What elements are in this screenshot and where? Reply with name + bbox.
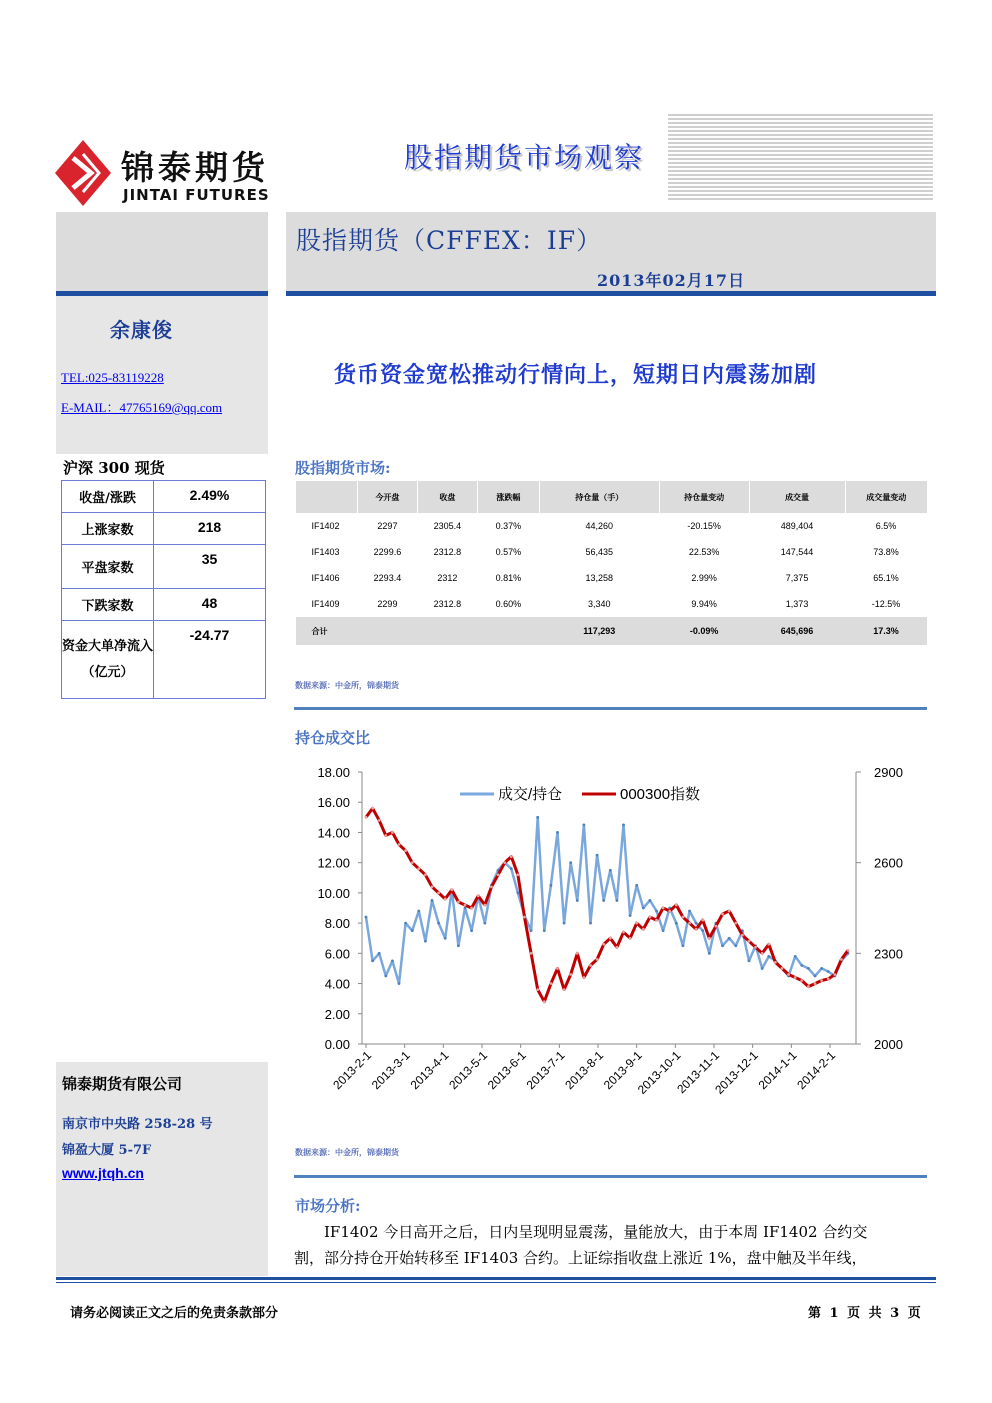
volume-oi-point [662,929,665,932]
product-band-divider [286,291,936,296]
table-cell: 2305.4 [433,521,462,531]
volume-oi-point [734,944,737,947]
index-point [741,934,744,937]
jintai-diamond-icon [55,140,111,206]
volume-oi-point [417,910,420,913]
volume-oi-point [721,944,724,947]
volume-oi-point [404,922,407,925]
volume-oi-point [563,922,566,925]
index-point [411,861,414,864]
table-cell: 2299 [377,599,398,609]
table-cell: 22.53% [688,547,720,557]
x-tick-label: 2014-2-1 [794,1048,839,1093]
spot-value: 48 [154,589,266,621]
index-point [721,913,724,916]
table-cell: 合计 [296,617,358,645]
volume-oi-point [629,914,632,917]
table-row [296,565,928,591]
table-cell: 56,435 [585,547,614,557]
index-point [589,964,592,967]
spot-value: 35 [154,545,266,589]
index-point [668,910,671,913]
spot-label: 平盘家数 [62,545,154,589]
index-point [715,925,718,928]
left-tick-label: 0.00 [324,1037,350,1052]
footer-rule [56,1277,936,1280]
index-point [365,816,368,819]
index-point [490,885,493,888]
left-tick-label: 4.00 [324,976,350,992]
index-point [563,988,566,991]
volume-oi-point [470,929,473,932]
volume-oi-chart [300,758,930,1138]
page-number: 第 1 页 共 3 页 [808,1306,923,1321]
volume-oi-point [431,899,434,902]
index-point [457,901,460,904]
volume-oi-point [549,884,552,887]
footer-rule-thin [56,1282,936,1283]
col-header: 成交量变动 [845,481,927,513]
x-tick-label: 2013-8-1 [562,1048,607,1093]
volume-oi-point [444,937,447,940]
index-point [675,904,678,907]
index-point [642,928,645,931]
chart-source: 数据来源：中金所，锦泰期货 [295,1147,399,1157]
index-point [450,888,453,891]
col-header: 成交量 [749,481,845,513]
col-header: 今开盘 [357,481,417,513]
index-point [662,907,665,910]
index-point [787,973,790,976]
index-point [596,958,599,961]
index-point [800,979,803,982]
col-header: 涨跌幅 [477,481,539,513]
index-point [503,861,506,864]
table-cell: 73.8% [873,547,899,557]
left-tick-label: 2.00 [324,1006,350,1022]
index-point [622,931,625,934]
index-point [708,937,711,940]
index-point [464,904,467,907]
index-point [655,919,658,922]
index-point [470,907,473,910]
volume-oi-point [510,867,513,870]
index-point [444,898,447,901]
table-cell [477,617,539,645]
legend-label: 000300指数 [620,786,701,803]
volume-oi-point [708,952,711,955]
analyst-tel[interactable]: TEL:025-83119228 [61,370,164,385]
volume-oi-point [596,854,599,857]
table-cell: 6.5% [875,521,897,531]
footer-disclaimer: 请务必阅读正文之后的免责条款部分 [70,1306,279,1321]
table-row [296,513,928,539]
index-point [371,807,374,810]
spot-table [61,480,266,699]
volume-oi-point [748,959,751,962]
table-cell: 2312 [437,573,458,583]
report-date: 2013年02月17日 [597,271,746,290]
table-row [296,539,928,565]
table-cell: 65.1% [873,573,899,583]
analyst-email-link[interactable]: E-MAIL：47765169@qq.com [61,400,223,415]
volume-oi-point [602,899,605,902]
volume-oi-point [655,910,658,913]
legend-label: 成交/持仓 [498,786,563,803]
col-header: 持仓量变动 [659,481,749,513]
index-point [767,943,770,946]
volume-oi-point [807,967,810,970]
volume-oi-point [635,884,638,887]
spot-title: 沪深 300 现货 [63,459,165,477]
table-cell: 645,696 [749,617,845,645]
index-point [734,922,737,925]
spot-value: 2.49% [154,481,266,513]
volume-oi-point [682,944,685,947]
index-point [701,919,704,922]
analyst-name: 余康俊 [110,318,173,342]
x-tick-label: 2013-6-1 [484,1048,529,1093]
index-point [761,952,764,955]
index-point [781,967,784,970]
headline: 货币资金宽松推动行情向上，短期日内震荡加剧 [334,362,818,388]
header-stripes [668,114,933,200]
table-cell: 3,340 [587,599,611,609]
market-source: 数据来源：中金所，锦泰期货 [295,680,399,690]
table-total-row [296,617,928,645]
main-title: 股指期货市场观察 [404,141,645,174]
index-point [424,873,427,876]
index-point [431,885,434,888]
left-tick-label: 18.00 [317,765,350,780]
x-tick-label: 2013-10-1 [634,1048,684,1097]
volume-oi-point [437,922,440,925]
table-cell: 2293.4 [373,573,402,583]
index-point [814,982,817,985]
index-point [543,1000,546,1003]
index-point [398,843,401,846]
volume-oi-point [767,955,770,958]
volume-oi-point [642,907,645,910]
index-point [384,834,387,837]
table-row [296,591,928,617]
index-point [602,943,605,946]
table-cell: 1,373 [785,599,809,609]
volume-oi-point [569,861,572,864]
left-tick-label: 6.00 [324,946,350,962]
index-point [510,855,513,858]
spot-value: 218 [154,513,266,545]
right-tick-label: 2000 [874,1037,903,1052]
table-cell: IF1409 [311,599,340,609]
volume-oi-point [649,899,652,902]
volume-oi-point [424,940,427,943]
volume-oi-point [695,922,698,925]
volume-oi-point [556,831,559,834]
company-building: 锦盈大厦 5-7F [62,1143,152,1158]
volume-oi-point [543,929,546,932]
volume-oi-point [530,929,533,932]
table-cell: 0.57% [495,547,522,557]
company-name: 锦泰期货有限公司 [62,1075,183,1093]
index-point [635,922,638,925]
col-header: 收盘 [417,481,477,513]
volume-oi-point [365,916,368,919]
spot-label: 资金大单净流入（亿元） [62,621,154,699]
volume-oi-point [609,869,612,872]
index-point [497,873,500,876]
table-cell: 117,293 [539,617,659,645]
left-tick-label: 10.00 [317,885,350,901]
market-section-title: 股指期货市场: [295,459,391,477]
section-divider [294,707,927,710]
index-point [649,916,652,919]
company-logo [55,140,270,206]
spot-label: 下跌家数 [62,589,154,621]
index-point [616,946,619,949]
spot-label: 上涨家数 [62,513,154,545]
index-point [477,895,480,898]
left-tick-label: 16.00 [317,795,350,811]
x-tick-label: 2013-5-1 [446,1048,491,1093]
volume-oi-point [411,929,414,932]
index-point [378,819,381,822]
index-point [833,973,836,976]
left-tick-label: 14.00 [317,825,350,841]
volume-oi-point [378,952,381,955]
table-cell: 0.37% [495,521,522,531]
volume-oi-point [391,959,394,962]
volume-oi-point [827,970,830,973]
volume-oi-point [589,922,592,925]
left-tick-label: 12.00 [317,855,350,871]
index-point [748,940,751,943]
table-cell: -20.15% [687,521,721,531]
index-point [807,985,810,988]
volume-oi-point [814,975,817,978]
volume-oi-point [516,891,519,894]
index-point [847,949,850,952]
col-header: 持仓量（手） [539,481,659,513]
table-cell: IF1403 [311,547,340,557]
table-cell: 489,404 [780,521,814,531]
volume-oi-point [794,955,797,958]
volume-oi-point [384,975,387,978]
analysis-line: 割，部分持仓开始转移至 IF1403 合约。上证综指收盘上涨近 1%，盘中触及半年线， [294,1249,867,1267]
x-tick-label: 2013-12-1 [712,1048,761,1097]
x-tick-label: 2013-7-1 [523,1048,568,1093]
volume-oi-point [457,944,460,947]
index-point [688,922,691,925]
left-tick-label: 8.00 [324,916,350,932]
index-point [556,967,559,970]
table-cell [417,617,477,645]
company-website-link[interactable]: www.jtqh.cn [62,1165,144,1181]
table-cell: 2299.6 [373,547,402,557]
volume-oi-point [483,922,486,925]
table-cell: IF1406 [311,573,340,583]
analysis-line: IF1402 今日高开之后，日内呈现明显震荡，量能放大，由于本周 IF1402 合约交 [324,1223,868,1241]
index-point [827,978,830,981]
volume-oi-point [616,899,619,902]
col-header [296,481,358,513]
table-cell: 147,544 [780,547,814,557]
index-point [530,952,533,955]
volume-oi-point [398,982,401,985]
index-point [582,976,585,979]
table-cell: -0.09% [659,617,749,645]
index-point [629,937,632,940]
right-tick-label: 2600 [874,855,903,871]
company-address: 南京市中央路 258-28 号 [62,1117,213,1132]
index-point [576,952,579,955]
volume-oi-point [761,967,764,970]
index-point [549,982,552,985]
x-tick-label: 2014-1-1 [755,1048,800,1093]
chart-section-title: 持仓成交比 [295,729,371,747]
table-cell: IF1402 [311,521,340,531]
index-point [774,961,777,964]
index-point [794,976,797,979]
x-tick-label: 2013-2-1 [330,1048,375,1093]
index-point [523,916,526,919]
sidebar-divider [56,291,268,296]
volume-oi-point [701,929,704,932]
spot-value: -24.77 [154,621,266,699]
volume-oi-point [622,823,625,826]
analysis-title: 市场分析: [295,1197,361,1215]
right-tick-label: 2300 [874,946,903,962]
market-table [295,481,927,645]
table-cell: 2312.8 [433,547,462,557]
index-point [754,946,757,949]
right-tick-label: 2900 [874,765,903,780]
table-cell: 44,260 [585,521,614,531]
x-tick-label: 2013-4-1 [407,1048,452,1093]
index-point [728,910,731,913]
section-divider [294,1175,927,1178]
index-point [695,928,698,931]
volume-oi-point [576,899,579,902]
volume-oi-point [688,910,691,913]
index-point [391,831,394,834]
spot-label: 收盘/涨跌 [62,481,154,513]
series-line-index [366,808,848,1001]
table-cell: 17.3% [845,617,927,645]
volume-oi-point [820,967,823,970]
brand-name-cn: 锦泰期货 [121,148,269,187]
volume-oi-point [371,959,374,962]
product-title: 股指期货（CFFEX：IF） [296,226,603,255]
x-tick-label: 2013-9-1 [600,1048,645,1093]
sidebar-top-band [56,212,268,292]
index-point [483,904,486,907]
series-line-volume-oi [366,817,848,983]
index-point [682,916,685,919]
index-point [609,937,612,940]
index-point [437,891,440,894]
table-cell: 13,258 [585,573,614,583]
index-point [417,867,420,870]
table-cell: 9.94% [691,599,717,609]
volume-oi-point [800,964,803,967]
index-point [569,973,572,976]
volume-oi-point [728,937,731,940]
table-cell: 2297 [377,521,398,531]
index-point [516,873,519,876]
x-tick-label: 2013-11-1 [674,1048,723,1097]
index-point [536,988,539,991]
table-cell: -12.5% [871,599,901,609]
volume-oi-point [536,816,539,819]
volume-oi-point [675,922,678,925]
index-point [404,849,407,852]
table-cell: 0.81% [495,573,522,583]
index-point [840,958,843,961]
brand-name-en: JINTAI FUTURES [123,186,270,204]
table-cell: 2312.8 [433,599,462,609]
table-cell [357,617,417,645]
table-cell: 2.99% [691,573,717,583]
table-cell: 0.60% [495,599,522,609]
volume-oi-point [582,823,585,826]
x-tick-label: 2013-3-1 [368,1048,413,1093]
index-point [820,979,823,982]
table-cell: 7,375 [785,573,809,583]
